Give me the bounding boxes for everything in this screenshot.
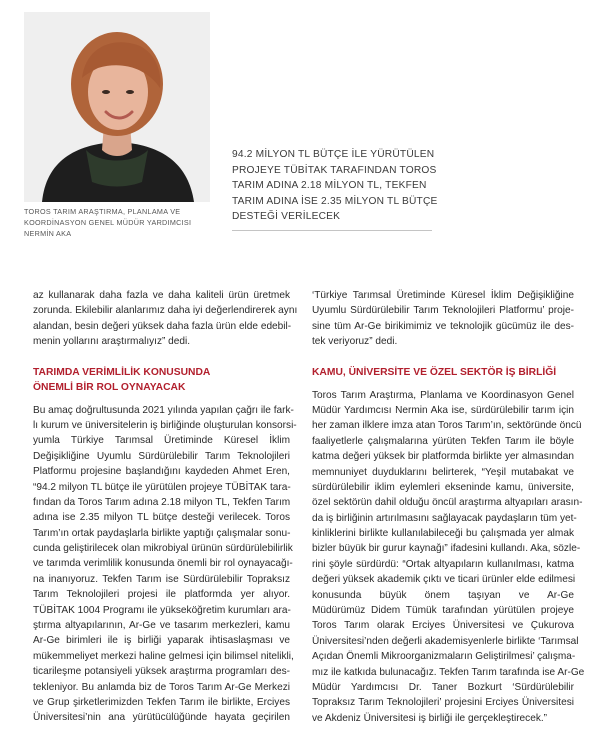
body-line: alandan, besin değeri yüksek daha fazla ürün elde edebil- — [33, 320, 292, 332]
body-line: ve Grup şirketlerimizden Tekfen Tarım ile birlikte, Erciyes — [33, 696, 290, 708]
body-line: Toros Tarım Araştırma, Planlama ve Koordinasyon Genel — [312, 389, 574, 401]
pull-quote-line: 94.2 MİLYON TL BÜTÇE İLE YÜRÜTÜLEN — [232, 149, 435, 160]
body-line: Değişikliğine Uyumlu Sürdürülebilir Tarım Teknolojileri — [33, 450, 290, 462]
body-line: kinliklerini birlikte kullanılabileceği bu çalışmada yer almak — [312, 528, 574, 540]
body-line: ticarileşme potansiyeli yüksek araştırma programları des- — [33, 666, 290, 678]
body-line: adına ise 2.35 milyon TL bütçe desteği verilecek. Toros — [33, 512, 290, 524]
body-line: Müdür Yardımcısı Nermin Aka ise, sürdürülebilir tarım için — [312, 404, 574, 416]
body-line: rini şöyle sürdürdü: “Ortak altyapıların kullanılması, katma — [312, 558, 574, 570]
body-line: konusunda büyük önem taşıyan ve Ar-Ge — [312, 589, 574, 601]
body-line: “94.2 milyon TL bütçe ile yürütülen projeye TÜBİTAK tara- — [33, 481, 291, 493]
pull-quote-divider — [232, 230, 432, 231]
body-line: değeri yüksek akademik çıktı ve ticari ürünler elde edilmesi — [312, 574, 576, 586]
body-line: menin yollarını araştırmalıyız” dedi. — [33, 336, 191, 348]
body-line: özel sektörün dahil olduğu öncül araştırma altyapıları arasın- — [312, 497, 583, 509]
body-line: bizler büyük bir gurur kaynağı” ifadesini kullandı. Aka, sözle- — [312, 543, 581, 555]
body-line: Müdür Yardımcısı Dr. Taner Bozkurt ‘Sürdürülebilir — [312, 681, 574, 693]
body-line: zorunda. Ekilebilir alanlarımız daha iyi değerlendirerek aynı — [33, 305, 298, 317]
body-line: Uyumlu Sürdürülebilir Tarım Teknolojileri Platformu’ proje- — [312, 305, 574, 317]
body-line: Ar-Ge birimleri ile iş birliği yaparak ihtisaslaşması ve — [33, 635, 290, 647]
body-line: her zaman ilklere imza atan Toros Tarım’ın, sektöründe öncü — [312, 420, 582, 432]
pull-quote — [232, 147, 460, 225]
body-line: tekleniyor. Bu anlamda biz de Toros Tarım Ar-Ge Merkezi — [33, 681, 290, 693]
body-line: ve Akdeniz Üniversitesi iş birliği ile gerçekleştirecek.” — [312, 712, 548, 724]
right-column — [312, 288, 585, 726]
body-line: Üniversitesi’nin ana yürütücülüğünde hayata geçirilen — [33, 712, 290, 724]
body-line: Topraksız Tarım Teknolojileri’ projesini Erciyes Üniversitesi — [312, 697, 574, 709]
body-line: ve tarımda verimlilik konusunda önemli bir rol oynayacağı- — [33, 558, 293, 570]
body-line: ştırma altyapılarının, Ar-Ge ve tasarım merkezleri, kamu — [33, 620, 290, 632]
pull-quote-line: TARIM ADINA 2.18 MİLYON TL, TEKFEN — [232, 180, 427, 191]
caption-line: NERMİN AKA — [24, 229, 72, 238]
body-line: sürdürülebilir iklim eylemleri ekseninde kamu, üniversite, — [312, 481, 574, 493]
body-line: Tarım Teknolojileri projesi ile platformda yer alıyor. — [33, 589, 290, 601]
body-line: TÜBİTAK 1004 Programı ile yükseköğretim kurumları ara- — [33, 604, 291, 616]
section-heading: ÖNEMLİ BİR ROL OYNAYACAK — [33, 381, 186, 393]
body-line: katma değeri yüksek bir platformda birlikte yer almasından — [312, 451, 574, 463]
body-line: Müdürümüz Didem Tümük tarafından yürütülen projeye — [312, 605, 574, 617]
body-line: mükemmeliyet merkezi haline gelmesi için bilimsel nitelikli, — [33, 650, 294, 662]
body-line: memnuniyet duyduklarını belirterek, “Yeşil mutabakat ve — [312, 466, 574, 478]
caption-line: TOROS TARIM ARAŞTIRMA, PLANLAMA VE — [24, 207, 181, 216]
section-heading: KAMU, ÜNİVERSİTE VE ÖZEL SEKTÖR İŞ BİRLİĞİ — [312, 366, 557, 378]
body-line: tek veriyoruz” dedi. — [312, 336, 398, 348]
body-line: fından da Toros Tarım adına 2.18 milyon TL, Tekfen Tarım — [33, 496, 291, 508]
body-line: Üniversitesi’nden değerli akademisyenlerle birlikte ‘Tarımsal — [312, 635, 579, 647]
body-line: Bu amaç doğrultusunda 2021 yılında yapılan çağrı ile fark- — [33, 404, 294, 416]
body-line: na inanıyoruz. Tekfen Tarım ise Sürdürülebilir Topraksız — [33, 573, 290, 585]
body-line: cunda geliştirilecek olan mikrobiyal ürünün sürdürülebilirlik — [33, 543, 293, 555]
photo-caption — [24, 206, 224, 239]
body-line: yumla Türkiye Tarımsal Üretiminde Küresel İklim — [33, 435, 290, 447]
body-line: Açıdan Önemli Mikroorganizmaların Geliştirilmesi’ çalışma- — [312, 651, 576, 663]
body-line: Platformu projesine başlandığını kaydeden Ahmet Eren, — [33, 466, 290, 478]
pull-quote-line: PROJEYE TÜBİTAK TARAFINDAN TOROS — [232, 164, 437, 176]
body-line: ‘Türkiye Tarımsal Üretiminde Küresel İklim Değişikliğine — [312, 290, 574, 301]
body-line: mız ile katkıda bulunacağız. Tekfen Tarım tarafında ise Ar-Ge — [312, 666, 585, 678]
portrait-photo — [24, 12, 210, 202]
left-column — [33, 288, 298, 726]
body-line: da iş birliğinin artırılmasını sağlayacak paydaşların tüm yet- — [312, 512, 577, 524]
section-heading: TARIMDA VERİMLİLİK KONUSUNDA — [33, 366, 211, 378]
pull-quote-line: TARIM ADINA İSE 2.35 MİLYON TL BÜTÇE — [232, 195, 438, 207]
caption-line: KOORDİNASYON GENEL MÜDÜR YARDIMCISI — [24, 218, 192, 227]
body-line: lı kurum ve üniversitelerin iş birliğinde oluşturulan konsorsi- — [33, 419, 297, 431]
body-line: sine tüm Ar-Ge birikimimiz ve teknolojik gücümüz ile des- — [312, 320, 574, 332]
body-line: Tarım’ın ortak paydaşlarla birlikte yaptığı çalışmalar sonu- — [33, 527, 291, 539]
body-line: az kullanarak daha fazla ve daha kaliteli ürün üretmek — [33, 290, 290, 301]
pull-quote-line: DESTEĞİ VERİLECEK — [232, 211, 341, 222]
body-line: Toros Tarım olarak Erciyes Üniversitesi ve Çukurova — [312, 620, 574, 632]
body-line: faaliyetlerle çalışmalarına yürüten Tekfen Tarım ile böyle — [312, 435, 574, 447]
